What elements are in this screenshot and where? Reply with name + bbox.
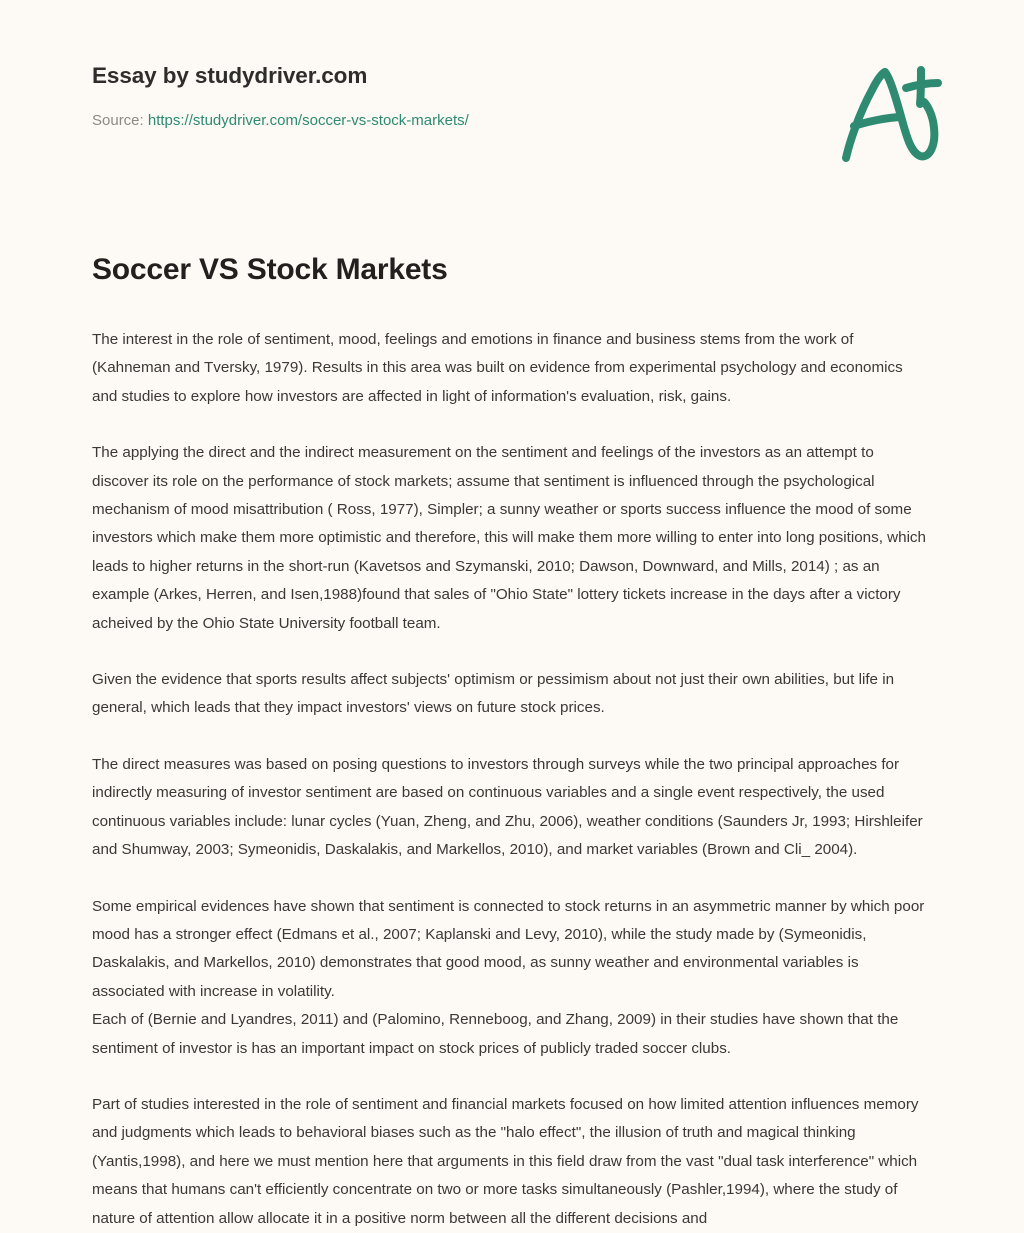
source-url-link[interactable]: https://studydriver.com/soccer-vs-stock-markets/ [147,112,469,130]
document-header [0,0,1024,180]
paragraph: Some empirical evidences have shown that sentiment is connected to stock returns in an asymmetric manner by which poor mood has a stronger effect (Edmans et al., 2007; Kaplanski and Levy, 2010), while the study made by (Symeonidis, Daskalakis, and Markellos, 2010) demonstrates that good mood, as sunny weather and environmental variables is associated with increase in volatility. Each of (Bernie and Lyandres, 2011) and (Palomino, Renneboog, and Zhang, 2009) in their studies have shown that the sentiment of investor is has an important impact on stock prices of publicly traded soccer clubs. [92,897,925,1057]
source-line [92,111,932,131]
page-title: Soccer VS Stock Markets [92,253,448,286]
a-plus-logo-icon [834,58,946,168]
paragraph: The applying the direct and the indirect measurement on the sentiment and feelings of the investors as an attempt to discover its role on the performance of stock markets; assume that sentiment is influenced through the psychological mechanism of mood misattribution ( Ross, 1977), Simpler; a sunny weather or sports success influence the mood of some investors which make them more optimistic and therefore, this will make them more willing to enter into long positions, which leads to higher returns in the short-run (Kavetsos and Szymanski, 2010; Dawson, Downward, and Mills, 2014) ; as an example (Arkes, Herren, and Isen,1988)found that sales of "Ohio State" lottery tickets increase in the days after a victory acheived by the Ohio State University football team. [92,444,926,632]
paragraph: The interest in the role of sentiment, mood, feelings and emotions in finance and business stems from the work of (Kahneman and Tversky, 1979). Results in this area was built on evidence from experimental psychology and economics and studies to explore how investors are affected in light of information's evaluation, risk, gains. [92,331,903,405]
paragraph: Part of studies interested in the role of sentiment and financial markets focused on how limited attention influences memory and judgments which leads to behavioral biases such as the "halo effect", the illusion of truth and magical thinking (Yantis,1998), and here we must mention here that arguments in this field draw from the vast "dual task interference" which means that humans can't efficiently concentrate on two or more tasks simultaneously (Pashler,1994), where the study of nature of attention allow allocate it in a positive norm between all the different decisions and [92,1095,919,1227]
paragraph: Given the evidence that sports results affect subjects' optimism or pessimism about not just their own abilities, but life in general, which leads that they impact investors' views on future stock prices. [92,671,895,717]
paragraph: The direct measures was based on posing questions to investors through surveys while the two principal approaches for indirectly measuring of investor sentiment are based on continuous variables and a single event respectively, the used continuous variables include: lunar cycles (Yuan, Zheng, and Zhu, 2006), weather conditions (Saunders Jr, 1993; Hirshleifer and Shumway, 2003; Symeonidis, Daskalakis, and Markellos, 2010), and market variables (Brown and Cli_ 2004). [92,755,923,859]
source-label: Source: [92,112,148,130]
article-body [92,326,932,1233]
article [0,252,1024,1233]
brand-byline: Essay by studydriver.com [92,63,368,88]
